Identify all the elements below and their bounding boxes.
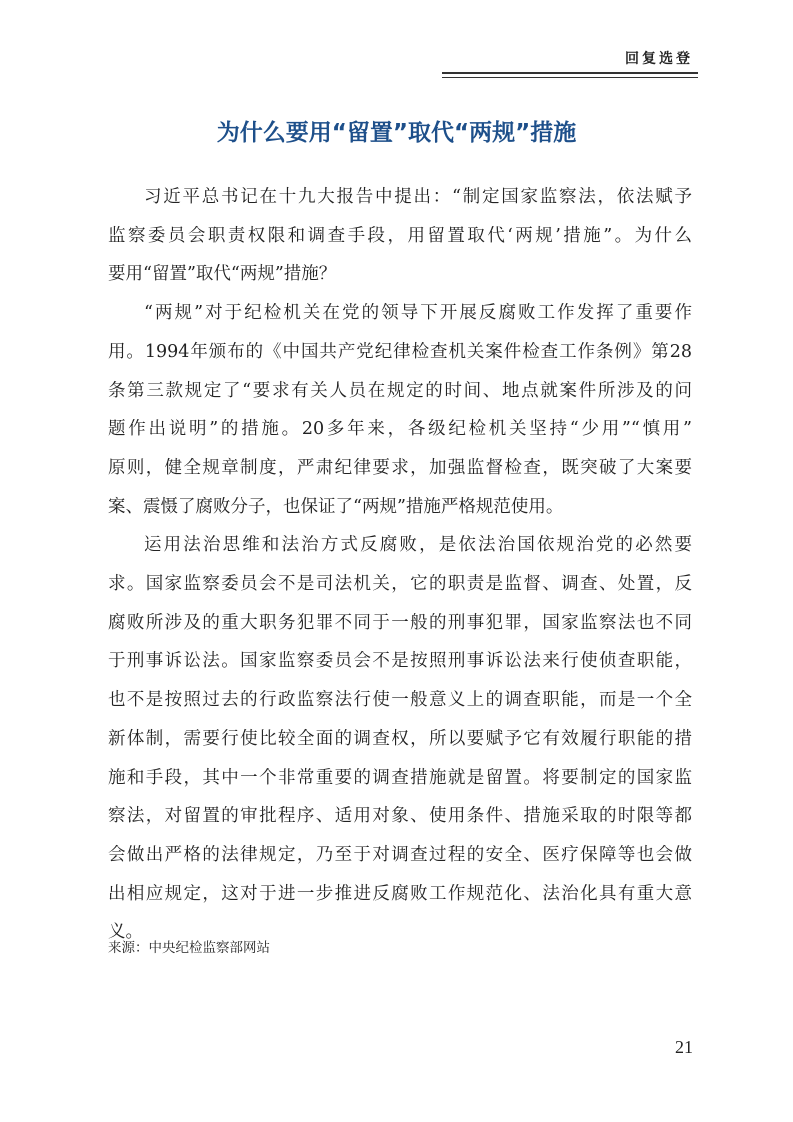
text-line: 用。1994年颁布的《中国共产党纪律检查机关案件检查工作条例》第28 (108, 341, 692, 362)
section-label: 回复选登 (625, 51, 693, 67)
text-line: 腐败所涉及的重大职务犯罪不同于一般的刑事犯罪，国家监察法也不同 (108, 612, 692, 633)
text-line: 题作出说明”的措施。20多年来，各级纪检机关坚持“少用”“慎用” (108, 419, 692, 440)
text-line: 求。国家监察委员会不是司法机关，它的职责是监督、调查、处置，反 (108, 574, 692, 595)
text-line: 监察委员会职责权限和调查手段，用留置取代‘两规’措施”。为什么 (108, 225, 692, 246)
text-line: 运用法治思维和法治方式反腐败，是依法治国依规治党的必然要 (144, 535, 692, 556)
text-line: 察法，对留置的审批程序、适用对象、使用条件、措施采取的时限等都 (108, 806, 692, 827)
text-line: 于刑事诉讼法。国家监察委员会不是按照刑事诉讼法来行使侦查职能， (108, 651, 692, 672)
article-title: 为什么要用“留置”取代“两规”措施 (216, 120, 577, 146)
paragraph (108, 294, 692, 526)
paragraph (108, 526, 692, 952)
text-line: 要用“留置”取代“两规”措施？ (108, 264, 337, 285)
paragraph (108, 178, 692, 294)
text-line: 新体制，需要行使比较全面的调查权，所以要赋予它有效履行职能的措 (108, 728, 692, 749)
text-line: 原则，健全规章制度，严肃纪律要求，加强监督检查，既突破了大案要 (108, 457, 692, 478)
text-line: 条第三款规定了“要求有关人员在规定的时间、地点就案件所涉及的问 (108, 380, 692, 401)
text-line: 也不是按照过去的行政监察法行使一般意义上的调查职能，而是一个全 (108, 690, 692, 711)
text-line: 义。 (108, 922, 143, 943)
header-rule-top (442, 72, 698, 74)
header-rule-bottom (442, 77, 698, 78)
source-note: 来源：中央纪检监察部网站 (108, 940, 270, 956)
text-line: 出相应规定，这对于进一步推进反腐败工作规范化、法治化具有重大意 (108, 883, 692, 904)
text-line: 案、震慑了腐败分子，也保证了“两规”措施严格规范使用。 (108, 496, 564, 517)
text-line: “两规”对于纪检机关在党的领导下开展反腐败工作发挥了重要作 (144, 303, 692, 324)
article-body (108, 178, 692, 952)
text-line: 施和手段，其中一个非常重要的调查措施就是留置。将要制定的国家监 (108, 767, 692, 788)
page-number: 21 (675, 1037, 693, 1057)
text-line: 习近平总书记在十九大报告中提出：“制定国家监察法，依法赋予 (144, 187, 692, 207)
text-line: 会做出严格的法律规定，乃至于对调查过程的安全、医疗保障等也会做 (108, 844, 692, 865)
